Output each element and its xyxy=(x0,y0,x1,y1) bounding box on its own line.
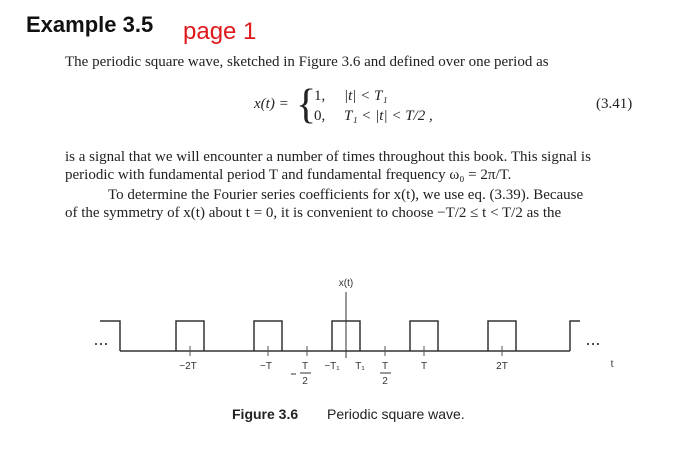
tick-label-minus-2T: −2T xyxy=(179,361,197,372)
right-ellipsis: ... xyxy=(585,329,601,349)
figure-caption-text: Periodic square wave. xyxy=(327,406,465,422)
body-line-1: is a signal that we will encounter a number of times throughout this book. This signal is xyxy=(65,149,591,165)
y-axis-label: x(t) xyxy=(338,278,354,289)
tick-label-minus-T1: −T₁ xyxy=(324,361,340,372)
figure-caption-label: Figure 3.6 xyxy=(232,406,299,422)
tick-label-2T: 2T xyxy=(496,361,508,372)
body-line-4: of the symmetry of x(t) about t = 0, it is convenient to choose −T/2 ≤ t < T/2 as the xyxy=(65,205,562,221)
equation-row2-value: 0, xyxy=(314,108,326,124)
body-line-2: periodic with fundamental period T and fundamental frequency ω₀ = 2π/T. xyxy=(65,167,512,183)
equation-lhs: x(t) = xyxy=(254,96,289,112)
body-line-3: To determine the Fourier series coefficients for x(t), we use eq. (3.39). Because xyxy=(108,187,584,203)
intro-paragraph: The periodic square wave, sketched in Figure 3.6 and defined over one period as xyxy=(65,54,549,70)
equation-brace: { xyxy=(296,82,317,128)
page-annotation: page 1 xyxy=(183,18,257,45)
pulse-right-partial xyxy=(570,321,580,351)
tick-label-minus-T-half-den: 2 xyxy=(302,376,308,387)
square-wave-figure xyxy=(0,270,691,400)
tick-label-minus-T-half-num: T xyxy=(301,361,309,372)
left-ellipsis: ... xyxy=(93,329,109,349)
equation-number: (3.41) xyxy=(596,96,633,112)
tick-label-minus-T: −T xyxy=(260,361,272,372)
equation-row2-condition: T₁ < |t| < T/2 , xyxy=(344,108,433,124)
equation-row1-condition: |t| < T₁ xyxy=(344,88,388,104)
tick-label-T1: T₁ xyxy=(355,361,365,372)
x-axis-label: t xyxy=(610,359,614,370)
example-heading: Example 3.5 xyxy=(26,12,154,37)
tick-label-T-half-num: T xyxy=(381,361,389,372)
tick-label-T: T xyxy=(420,361,428,372)
tick-label-T-half-den: 2 xyxy=(382,376,388,387)
equation-row1-value: 1, xyxy=(314,88,326,104)
